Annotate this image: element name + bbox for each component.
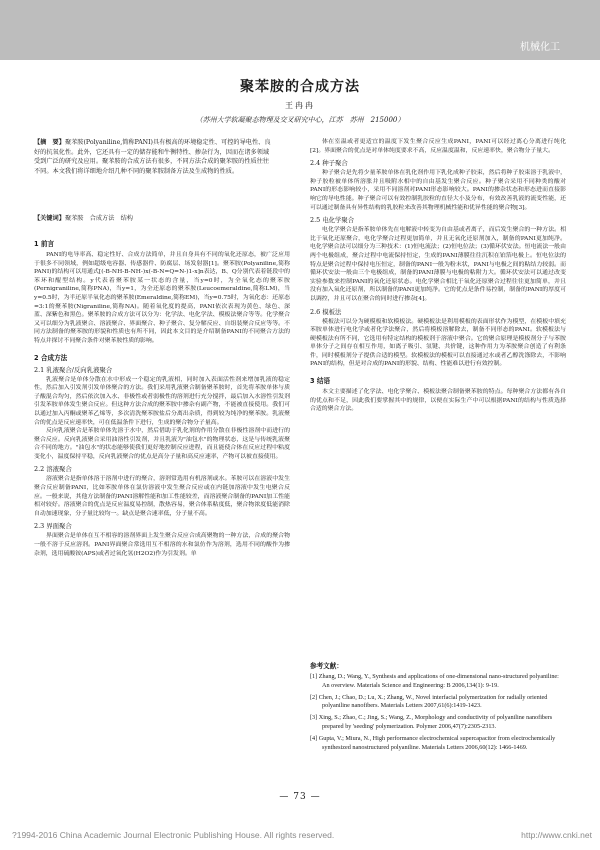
body-paragraph: PANI的电导率高、稳定性好、合成方法简单，并且自身具有不同的氧化还原态，被广泛应用于很多不同领域，例如超级电容器、传感器件、防腐层、场发射器[1]。聚苯胺(Polyaniline,简称PANI)的结构可以用通式[(-B-NH-B-NH-)x(-B-N=Q=N-)1-x]n表达，B、Q分别代表着链段中的苯环和醌型结构。y代表着聚苯胺某一状态的含量，当y=0时，为全氧化态的聚苯胺(Pernigraniline,简称PNA)，当y=1，为全还原态的聚苯胺(Leucoemeraldine,简称LM)，当y=0.5时，为半还原半氧化态的聚苯胺(Emeraldine,简称EM)，当y=0.75时，为氧化态：还原态=3:1的聚苯胺(Nigraniline,简称NA)。随着氧化度的提高，PANI依次表现为黄色、绿色、深蓝、深紫色和黑色。聚苯胺的合成方法可以分为：化学法、电化学法、模板法聚合等等。化学聚合又可以细分为乳液聚合、溶液聚合、界面聚合、种子聚合、复分解反应、自组装聚合反应等等。不同方法制备的聚苯胺的形貌和性质也有所不同，因此本文目的是介绍制备PANI的不同聚合方法的特点并探讨不同聚合条件对聚苯胺性质的影响。 — [34, 252, 290, 344]
section-heading: 2.3 界面聚合 — [34, 522, 72, 531]
body-paragraph: 乳液聚合是单体分散在水中形成一个稳定的乳液相，同时加入表面活性剂来增加乳液的稳定性，然后加入引发剂引发单体聚合的方法。我们采用乳液聚合制备聚苯胺时，首先将苯胺单体与质子酸混合均匀，然后依次加入水、非极性或者弱极性的溶剂进行充分搅拌，最后加入水溶性引发剂引发苯胺单体发生聚合反应。但这种方法合成的聚苯胺中掺杂有副产物，不能被直接使用。我们可以通过加入丙酮或聚苯乙烯等，多次清洗聚苯胺盐后分离出杂质，得到较为纯净的聚苯胺。乳液聚合的优点是反应速率快，可在低温条件下进行，生成的聚合物分子量高。 — [34, 376, 290, 426]
references-title: 参考文献： — [310, 662, 343, 670]
footer — [12, 830, 592, 840]
footer-copyright: ?1994-2016 China Academic Journal Electronic Publishing House. All rights reserved. — [12, 830, 335, 840]
reference-item: [4] Gupta, V.; Miura, N., High performance electrochemical supercapacitor from electrochemically synthesized nanostructured polyaniline. Materials Letters 2006,60(12): 1466-1469. — [310, 734, 556, 751]
section-heading: 3 结语 — [310, 377, 331, 386]
abstract-label: 【摘 要】 — [34, 139, 65, 146]
keywords-label: 【关键词】 — [34, 215, 65, 222]
footer-url[interactable]: http://www.cnki.net — [521, 830, 592, 840]
section-heading: 2.4 种子聚合 — [310, 159, 348, 168]
affiliation: （苏州大学软凝聚态物理及交叉研究中心，江苏 苏州 215000） — [195, 116, 405, 124]
page-number: — 73 — — [279, 792, 321, 802]
references-list — [310, 673, 566, 755]
keywords-text: 聚苯胺 合成方法 结构 — [64, 215, 133, 222]
body-paragraph: 模板法可以分为硬模板和软模板法。硬模板法是利用模板的表面形状作为模型，在模板中填充苯胺单体进行电化学或者化学法聚合，然后将模板溶解除去，制备不同形态的PANI。软模板法与硬模板法有所不同，它选用有特定结构的模板剂于溶液中聚合。它的聚合原理是模板剂分子与苯胺单体分子之间存在相互作用，如离子吸引、氢键、共价键，这种作用力为苯胺聚合创造了有利条件，同时模板剂分子提供合适的模型。软模板法的模板可以直接通过水或者乙醇洗涤除去，不影响PANI的结构，但是对合成的PANI的形貌、结构、性能难以进行有效控制。 — [310, 318, 566, 368]
keywords — [34, 213, 274, 222]
body-paragraph: 种子聚合是先将少量苯胺单体在乳化剂作用下乳化成种子胶束，然后将种子胶束溶于乳液中，种子胶粒被单体所溶胀并且吸附水相中的自由基发生聚合反应。种子聚合采用不同种类的酸对PANI的形态影响较小，采用不同溶剂对PANI形态影响较大。PANI的掺杂状态和形态进而直接影响它的导电性能。种子聚合可以有效控制乳胶粒的直径大小及分布，有效改善乳液的流变性能，还可以通过制备具有异性结构的乳胶粒来改善其物理机械性能和优异性能的聚合物[3]。 — [310, 170, 566, 211]
section-heading: 2 合成方法 — [34, 353, 68, 362]
body-paragraph: 溶液聚合是指单体溶于溶剂中进行的聚合，溶剂常选用有机溶剂或水。苯胺可以在溶液中发生聚合反应制备PANI，比如苯胺单体在氯仿溶液中发生聚合反应或在内链加溶液中发生电聚合反应。一般来说，其他方法制备的PANI溶解性能和加工性能较差，而溶液聚合制备的PANI加工性能相对较好。溶液聚合的优点是反应温度易控制，散热容易，聚合体系粘度低，聚合物浓度低能消除自动加速现象，分子量比较均一。缺点是聚合速率低，分子量不高。 — [34, 476, 290, 517]
header-band — [0, 0, 600, 60]
reference-item: [2] Chen, J.; Chao, D.; Lu, X.; Zhang, W., Novel interfacial polymerization for radially oriented polyaniline nanofibers. Materials Letters 2007,61(6):1419-1423. — [310, 693, 548, 710]
section-heading: 2.6 模板法 — [310, 307, 342, 316]
abstract — [34, 138, 274, 176]
section-heading: 2.1 乳液聚合/反向乳液聚合 — [34, 365, 113, 374]
left-column — [34, 232, 290, 558]
abstract-text: 聚苯胺(Polyaniline,简称PANI)具有极高的环境稳定性、可控的导电性、良好的抗氧化性。此外，它还具有一定的储存能和牛衡特性、掺杂行为，因而在诸多领域受到广泛的研究及应用。聚苯胺的合成方法有很多，不同方法合成的聚苯胺的性质往往不同。本文我们将详细地介绍几种不同的聚苯胺制备方法及生成物的性质。 — [34, 139, 271, 175]
journal-name: 机械化工 — [520, 42, 560, 53]
author: 王冉冉 — [285, 101, 315, 110]
right-column — [310, 138, 566, 414]
body-paragraph: 本文主要描述了化学法、电化学聚合、模板法聚合制备聚苯胺的特点。每种聚合方法都有各自的优点和不足，因此我们要掌握其中的规律，以便在实际生产中可以根据PANI的结构与性质选择合适的聚合方法。 — [310, 389, 566, 413]
section-heading: 2.5 电化学聚合 — [310, 216, 355, 225]
body-paragraph: 体在室温或者更适宜的温度下发生聚合反应生成PANI，PANI可以经过离心分离进行纯化[2]。界面聚合的优点是对单体纯度要求不高，反应温度温和，反应速率快，聚合物分子量大。 — [310, 139, 566, 154]
body-paragraph: 电化学聚合是指苯胺单体先在电解液中转变为自由基或者离子，而后发生聚合的一种方法。相比于氧化还原聚合，电化学聚合过程更加简单，并且无氧化还原剂加入，制备的PANI更加纯净。电化学聚合法可以细分为三种技术：(1)恒电流法；(2)恒电位法；(3)循环伏安法。恒电流法一般由两个电极组成，聚合过程中电流保持恒定，生成的PANI薄膜往往沉积在铂箔电极上。恒电位法的特点是聚合过程中保持电压恒定，制备的PANI一般为粉末状，PANI与电极之间的粘结力较弱。而循环伏安法一般由三个电极组成，制备的PANI薄膜与电极的粘附力大。循环伏安法可以通过改变实验参数来控制PANI的氧化还原状态。电化学聚合相比于氧化还原聚合过程往往更加简单，并且没有加入氧化还原剂，所以制备的PANI更加纯净。它的优点是条件易控制，制备的PANI的厚度可以调控，并且可以在聚合的同时进行掺杂[4]。 — [310, 227, 566, 302]
body-paragraph: 界面聚合是单体在互不相容的溶剂界面上发生聚合反应合成高聚物的一种方法，合成的聚合物一般不溶于反应溶剂。PANI界面聚合常选用互不相溶的水和氯仿作为溶剂，选用不同的酸作为掺杂剂，选用硫酸铵(APS)或者过氧化氢(H2O2)作为引发剂。单 — [34, 533, 290, 557]
body-paragraph: 反向乳液聚合是苯胺单体先溶于水中，然后借助于乳化剂的作用分散在非极性溶剂中而进行的聚合反应。反向乳液聚合采用油溶性引发剂，并且乳液为"油包水"的物理状态，这是与传统乳液聚合不同的地方。"油包水"的状态能够使我们更好地控制反应进程，而且能使合体在反应过程中粘度变化小，温度保持平稳，反向乳液聚合的优点是高分子量和高反应速率，产物可以被直接使用。 — [34, 428, 290, 460]
section-heading: 2.2 溶液聚合 — [34, 465, 72, 474]
paper-title: 聚苯胺的合成方法 — [240, 79, 360, 95]
section-heading: 1 前言 — [34, 240, 55, 248]
reference-item: [3] Xing, S.; Zhao, C.; Jing, S.; Wang, Z., Morphology and conductivity of polyaniline nanofibers prepared by 'seeding' polymerization. Polymer 2006,47(7):2305-2313. — [310, 714, 553, 730]
reference-item: [1] Zhang, D.; Wang, Y., Synthesis and applications of one-dimensional nano-structured polyaniline: An overview. Materials Science and Engineering: B 2006,134(1): 9-19. — [310, 673, 559, 689]
